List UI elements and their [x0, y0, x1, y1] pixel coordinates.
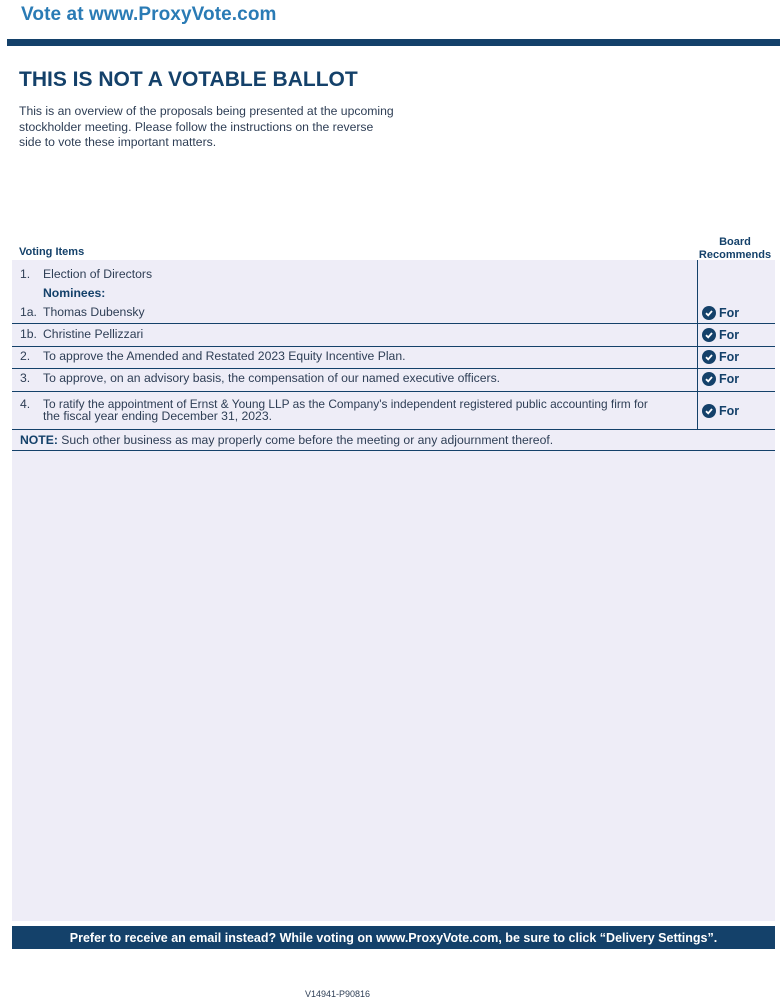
item-text: Election of Directors: [43, 267, 153, 281]
item-text: Christine Pellizzari: [43, 327, 144, 341]
nominees-label: Nominees:: [43, 286, 106, 300]
recommendation-label: For: [719, 328, 740, 342]
row-divider: [12, 368, 775, 369]
check-circle-icon: [702, 328, 716, 342]
row-divider: [12, 323, 775, 324]
item-number: 2.: [20, 349, 31, 363]
board-recommends-line1: Board: [719, 236, 751, 248]
voting-items-header: Voting Items: [19, 246, 85, 258]
recommendation-label: For: [719, 372, 740, 386]
check-circle-icon: [702, 306, 716, 320]
item-number: 1b.: [20, 327, 37, 341]
check-circle-icon: [702, 372, 716, 386]
recommendation: [702, 306, 739, 320]
document-code: V14941-P90816: [305, 989, 371, 999]
note: [20, 433, 553, 447]
note-divider: [12, 450, 775, 451]
footer-banner: [12, 926, 775, 949]
row-divider: [12, 391, 775, 392]
row-divider: [12, 346, 775, 347]
item-number: 3.: [20, 371, 31, 385]
item-number: 4.: [20, 397, 31, 411]
item-text-line1: To ratify the appointment of Ernst & Young LLP as the Company's independent registered public accounting firm for: [43, 397, 648, 411]
recommendation-column-divider: [697, 260, 698, 429]
check-circle-icon: [702, 350, 716, 364]
header-title: Vote at www.ProxyVote.com: [21, 4, 277, 25]
intro-text: This is an overview of the proposals being presented at the upcoming stockholder meeting. Please follow the instructions on the reverse side to vote these important matters.: [19, 104, 394, 149]
recommendation-label: For: [719, 306, 740, 320]
recommendation: [702, 372, 739, 386]
row-divider: [12, 429, 775, 430]
item-number: 1.: [20, 267, 31, 281]
recommendation-label: For: [719, 404, 740, 418]
recommendation: [702, 328, 739, 342]
item-number: 1a.: [20, 305, 37, 319]
board-recommends-header: [693, 236, 777, 261]
note-label: NOTE:: [20, 433, 58, 447]
recommendation: [702, 404, 739, 418]
item-text: Thomas Dubensky: [43, 305, 145, 319]
board-recommends-line2: Recommends: [698, 248, 772, 261]
check-circle-icon: [702, 404, 716, 418]
item-text: To approve, on an advisory basis, the compensation of our named executive officers.: [43, 371, 501, 385]
footer-message: Prefer to receive an email instead? While voting on www.ProxyVote.com, be sure to click “Delivery Settings”.: [69, 930, 718, 945]
item-text-line2: the fiscal year ending December 31, 2023.: [43, 409, 272, 423]
note-text: Such other business as may properly come before the meeting or any adjournment thereof.: [57, 433, 554, 447]
ballot-title: THIS IS NOT A VOTABLE BALLOT: [19, 68, 358, 91]
recommendation: [702, 350, 739, 364]
item-text: To approve the Amended and Restated 2023 Equity Incentive Plan.: [43, 349, 406, 363]
header-divider: [7, 39, 780, 46]
recommendation-label: For: [719, 350, 740, 364]
